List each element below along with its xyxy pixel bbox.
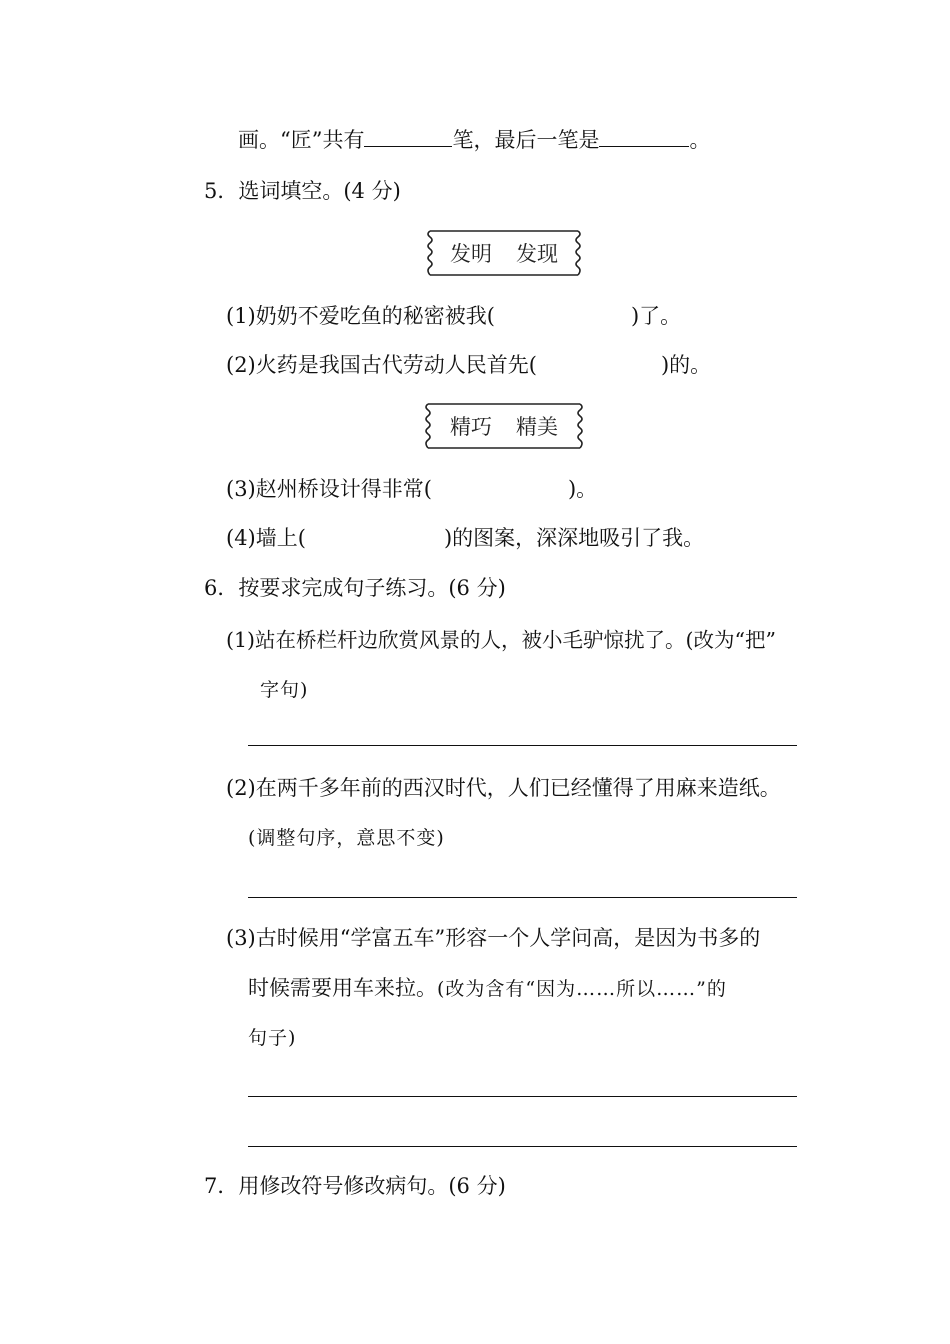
q6-item-3-answer-line-1[interactable] bbox=[248, 1096, 797, 1097]
q5-item-1-before: (1)奶奶不爱吃鱼的秘密被我( bbox=[226, 304, 495, 328]
word-faming: 发明 bbox=[450, 242, 492, 266]
q5-item-2-before: (2)火药是我国古代劳动人民首先( bbox=[226, 353, 537, 377]
q5-item-2-after: )的。 bbox=[660, 353, 712, 377]
q6-item-3-line-2-text: 时候需要用车来拉。 bbox=[248, 976, 437, 1000]
q6-item-1-line-1: (1)站在桥栏杆边欣赏风景的人，被小毛驴惊扰了。(改为“把” bbox=[226, 628, 776, 652]
q5-word-box-2 bbox=[424, 401, 584, 451]
q6-title: 6．按要求完成句子练习。(6 分) bbox=[204, 576, 506, 600]
q5-title: 5．选词填空。(4 分) bbox=[204, 179, 401, 203]
word-faxian: 发现 bbox=[516, 242, 558, 266]
q6-item-3-line-1: (3)古时候用“学富五车”形容一个人学问高，是因为书多的 bbox=[226, 926, 761, 950]
q4-text-3: 。 bbox=[689, 128, 711, 152]
q4-blank-last-stroke[interactable] bbox=[599, 126, 689, 147]
q5-word-box-1 bbox=[426, 228, 582, 278]
word-jingmei: 精美 bbox=[516, 415, 558, 439]
q6-item-3-line-2 bbox=[248, 974, 727, 1003]
q6-item-3-line-3: 句子) bbox=[248, 1027, 297, 1049]
q5-item-4-after: )的图案，深深地吸引了我。 bbox=[443, 526, 705, 550]
q6-item-2-answer-line[interactable] bbox=[248, 897, 797, 898]
q4-tail-line bbox=[238, 126, 710, 154]
q4-blank-strokes[interactable] bbox=[364, 126, 452, 147]
q5-item-4 bbox=[226, 524, 704, 552]
q5-item-1 bbox=[226, 302, 681, 330]
q5-item-4-before: (4)墙上( bbox=[226, 526, 306, 550]
q6-item-1-answer-line[interactable] bbox=[248, 745, 797, 746]
q5-item-2 bbox=[226, 351, 711, 379]
q5-item-3-after: )。 bbox=[567, 477, 598, 501]
q6-item-1-line-2: 字句) bbox=[260, 679, 309, 701]
q5-item-3 bbox=[226, 475, 597, 503]
q7-title: 7．用修改符号修改病句。(6 分) bbox=[204, 1174, 506, 1198]
q4-text-1: 画。“匠”共有 bbox=[238, 128, 365, 152]
q6-item-3-instruction: (改为含有“因为……所以……”的 bbox=[437, 978, 727, 1000]
q5-item-1-after: )了。 bbox=[630, 304, 682, 328]
q4-text-2: 笔，最后一笔是 bbox=[452, 128, 600, 152]
q6-item-3-answer-line-2[interactable] bbox=[248, 1146, 797, 1147]
q6-item-2-line-1: (2)在两千多年前的西汉时代，人们已经懂得了用麻来造纸。 bbox=[226, 776, 781, 800]
q5-item-3-before: (3)赵州桥设计得非常( bbox=[226, 477, 432, 501]
q6-item-2-line-2: (调整句序，意思不变) bbox=[248, 827, 445, 849]
word-jingqiao: 精巧 bbox=[450, 415, 492, 439]
